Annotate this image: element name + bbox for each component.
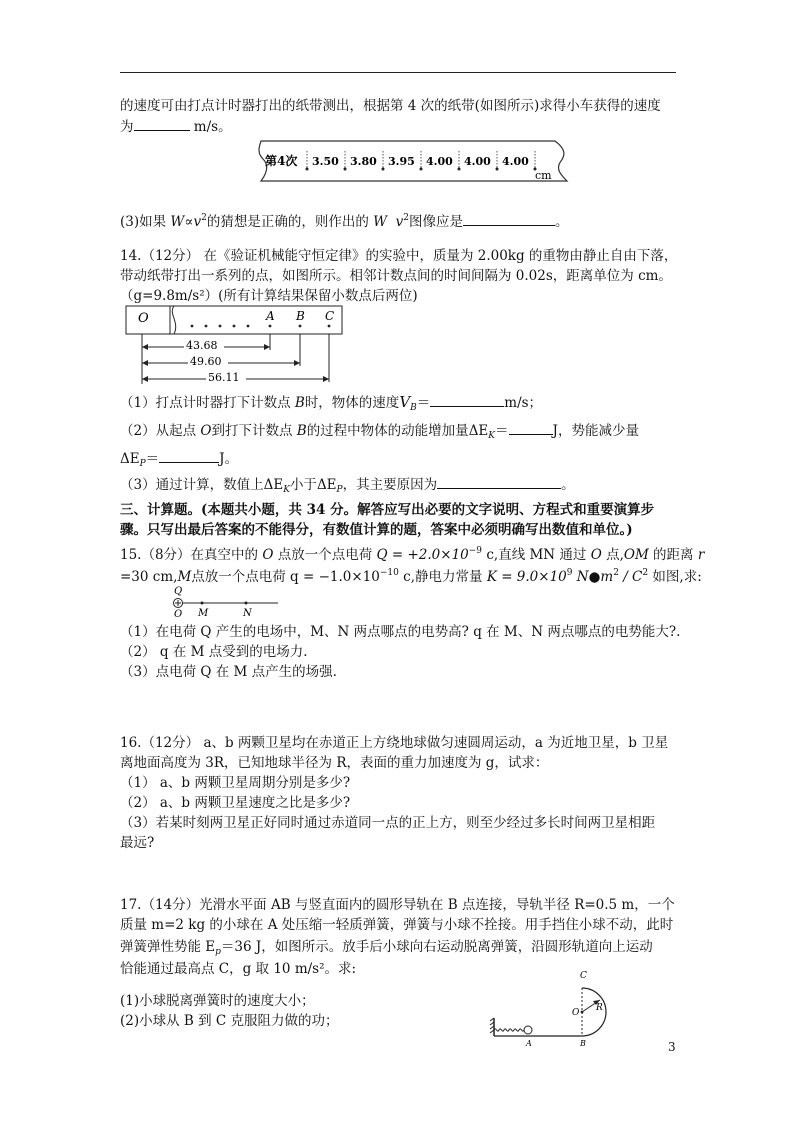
answer-blank[interactable] xyxy=(437,474,561,489)
tape-value: 3.95 xyxy=(388,155,415,168)
q15-part2: （2） q 在 M 点受到的电场力. xyxy=(120,644,308,660)
q15-line1: 15.（8分）在真空中的 O 点放一个点电荷 $Q = +2.0\times 10^{-9}$ c,直线 MN 通过 O 点,OM 的距离 r xyxy=(120,546,705,563)
q17-line2: 质量 m=2 kg 的小球在 A 处压缩一轻质弹簧，弹簧与小球不拴接。用手挡住小球不动，此时 xyxy=(120,917,674,933)
q17-line3: 弹簧弹性势能 $E_p=36$ J，如图所示。放手后小球向右运动脱离弹簧，沿圆形轨道向上运动 xyxy=(120,939,653,957)
label-N: N xyxy=(243,608,252,619)
label-O: O xyxy=(174,609,183,620)
q17-part2: (2)小球从 B 到 C 克服阻力做的功； xyxy=(120,1013,339,1029)
tape-unit: cm xyxy=(535,169,552,182)
dist-OB: 49.60 xyxy=(190,355,222,368)
label-R: R xyxy=(596,1003,603,1013)
q14-part1: （1）打点计时器打下计数点 B时，物体的速度$V_B= m/s$； xyxy=(120,393,543,413)
label-B: B xyxy=(580,1039,586,1048)
page-number: 3 xyxy=(668,1040,676,1054)
dist-OA: 43.68 xyxy=(186,339,218,352)
label-O: O xyxy=(138,311,149,326)
tape-label: 第4次 xyxy=(265,154,298,168)
q15-line-figure xyxy=(166,584,286,620)
q13-line2: 为 m/s。 xyxy=(120,116,232,137)
answer-blank[interactable] xyxy=(509,420,553,435)
q13-part3: (3)如果 $W\propto v^2$的猜想是正确的，则作出的 W $v^2$图像应是 。 xyxy=(120,213,569,230)
label-M: M xyxy=(198,608,209,619)
answer-blank[interactable] xyxy=(159,448,219,463)
q14-line2: 带动纸带打出一系列的点，如图所示。相邻计数点间的时间间隔为 0.02s，距离单位为 cm。 xyxy=(120,268,672,284)
q15-part3: （3）点电荷 Q 在 M 点产生的场强. xyxy=(120,664,337,680)
answer-blank[interactable] xyxy=(430,392,504,407)
section3-line1: 三、计算题。(本题共小题，共 34 分。解答应写出必要的文字说明、方程式和重要演算步 xyxy=(120,502,655,518)
q16-part3: （3）若某时刻两卫星正好同时通过赤道同一点的正上方，则至少经过多长时间两卫星相距 xyxy=(120,815,656,831)
q14-part2-cont: $\Delta E_P= J$。 xyxy=(120,448,238,474)
q16-part3-cont: 最远? xyxy=(120,835,155,851)
tape-value: 4.00 xyxy=(502,155,529,168)
section3-line2: 骤。只写出最后答案的不能得分，有数值计算的题，答案中必须明确写出数值和单位。) xyxy=(120,522,633,538)
q14-line3: （g=9.8m/s²）(所有计算结果保留小数点后两位) xyxy=(120,288,418,304)
tape-value: 4.00 xyxy=(426,155,453,168)
label-O: O xyxy=(572,1008,580,1018)
q15-part1: （1）在电荷 Q 产生的电场中，M、N 两点哪点的电势高? q 在 M、N 两点哪点的电势能大?. xyxy=(120,624,681,640)
q17-track-figure xyxy=(488,964,638,1048)
q14-line1: 14.（12分） 在《验证机械能守恒定律》的实验中，质量为 2.00kg 的重物由静止自由下落， xyxy=(120,248,678,264)
q16-line2: 离地面高度为 3R，已知地球半径为 R，表面的重力加速度为 g，试求： xyxy=(120,755,549,771)
label-C: C xyxy=(325,309,335,323)
tape-value: 3.80 xyxy=(350,155,377,168)
label-A: A xyxy=(526,1039,532,1048)
q17-line1: 17.（14分）光滑水平面 AB 与竖直面内的圆形导轨在 B 点连接，导轨半径 R=0.5 m，一个 xyxy=(120,897,675,913)
label-Q: Q xyxy=(174,586,183,597)
label-A: A xyxy=(266,309,275,323)
q16-part2: （2） a、b 两颗卫星速度之比是多少? xyxy=(120,795,351,811)
header-rule xyxy=(120,72,676,73)
label-B: B xyxy=(296,309,305,323)
dist-OC: 56.11 xyxy=(208,371,240,384)
q14-tape-figure xyxy=(122,304,346,386)
tape-value: 4.00 xyxy=(464,155,491,168)
tape-value: 3.50 xyxy=(312,155,339,168)
q14-part3: （3）通过计算，数值上$\Delta E_K$小于$\Delta E_P$，其主要原因为 。 xyxy=(120,474,575,500)
q15-line2: =30 cm,M点放一个点电荷 $q = -1.0\times 10^{-10}$ c,静电力常量 $K = 9.0\times 10^9$ $N●m^2 / C^2$ 如图,求: xyxy=(120,568,702,585)
q14-part2: （2）从起点 O到打下计数点 B的过程中物体的动能增加量$\Delta E_K= J$，势能减少量 xyxy=(120,420,639,446)
answer-blank[interactable] xyxy=(463,211,555,226)
tape-figure xyxy=(255,135,575,187)
answer-blank[interactable] xyxy=(134,116,190,131)
q17-part1: (1)小球脱离弹簧时的速度大小； xyxy=(120,993,315,1009)
q17-line4: 恰能通过最高点 C，g 取 10 m/s²。求: xyxy=(120,961,357,977)
label-C: C xyxy=(580,971,587,981)
q13-line1: 的速度可由打点计时器打出的纸带测出，根据第 4 次的纸带(如图所示)求得小车获得的速度 xyxy=(120,98,661,114)
q16-part1: （1） a、b 两颗卫星周期分别是多少? xyxy=(120,775,351,791)
q16-line1: 16.（12分） a、b 两颗卫星均在赤道正上方绕地球做匀速圆周运动，a 为近地卫星，b 卫星 xyxy=(120,735,669,751)
